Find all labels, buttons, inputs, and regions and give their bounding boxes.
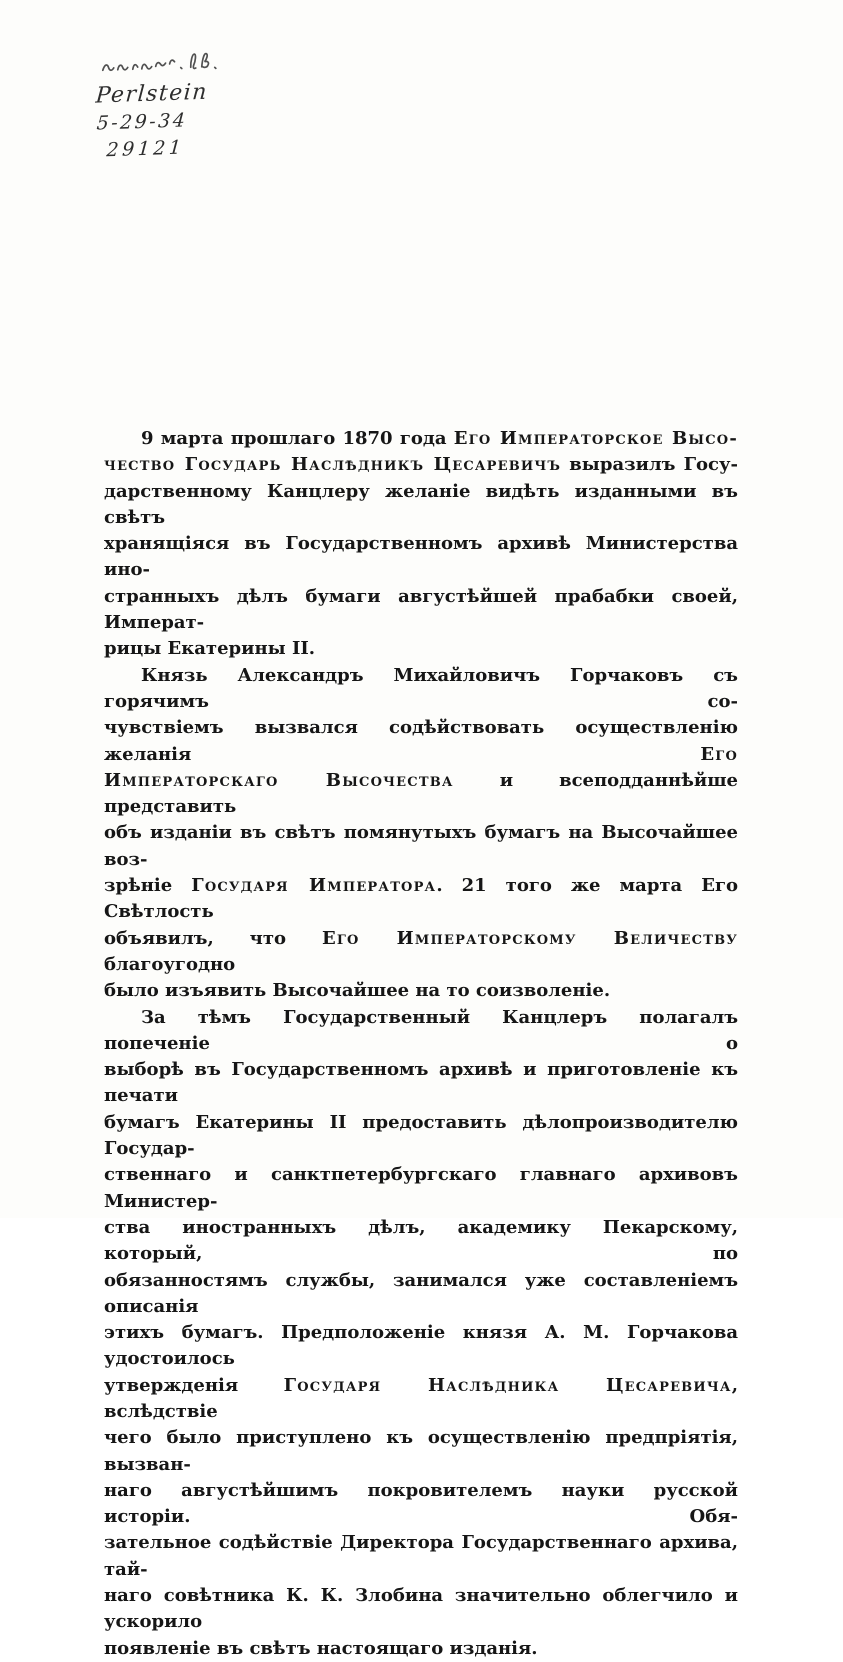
handwritten-annotations bbox=[94, 45, 244, 161]
text-segment: выразилъ Госу- bbox=[561, 454, 739, 476]
text-line bbox=[104, 1530, 738, 1583]
text-line bbox=[104, 768, 738, 821]
text-line bbox=[104, 1478, 738, 1531]
handwritten-number: 29121 bbox=[105, 136, 186, 162]
text-line bbox=[104, 873, 738, 926]
body-text bbox=[104, 426, 738, 1662]
text-line bbox=[104, 1425, 738, 1478]
text-segment: Князь Александръ Михайловичъ Горчаковъ съ горячимъ со- bbox=[104, 664, 738, 712]
text-line bbox=[104, 1268, 738, 1321]
smallcaps-text-segment: Его Императорскому Величеству bbox=[321, 927, 739, 949]
text-segment: . 21 того же марта Его Свѣтлость bbox=[104, 875, 738, 923]
text-segment: и всеподданнѣйше представить bbox=[104, 769, 738, 818]
smallcaps-text-segment: Государя Наслѣдника Цесаревича bbox=[283, 1374, 732, 1396]
handwriting-scrawl-icon bbox=[98, 45, 241, 82]
text-line bbox=[104, 636, 738, 662]
text-segment: зрѣніе bbox=[104, 875, 192, 897]
text-segment: бумагъ Екатерины II предоставить дѣлопроизводителю Государ- bbox=[104, 1111, 738, 1160]
text-line bbox=[104, 663, 738, 716]
text-segment: , вслѣдствіе bbox=[104, 1374, 738, 1422]
text-segment: 9 марта прошлаго 1870 года bbox=[141, 428, 454, 449]
text-segment: объявилъ, что bbox=[104, 927, 322, 949]
text-segment: наго совѣтника К. К. Злобина значительно облегчило и ускорило bbox=[104, 1585, 738, 1633]
text-segment: утвержденія bbox=[104, 1374, 284, 1396]
smallcaps-text-segment: Его Императорское Высо- bbox=[453, 428, 738, 449]
text-line bbox=[104, 926, 738, 979]
smallcaps-text-segment: Его bbox=[700, 743, 738, 765]
text-line bbox=[104, 479, 738, 532]
smallcaps-text-segment: Императорскаго Высочества bbox=[104, 769, 454, 791]
text-segment: ственнаго и санктпетербургскаго главнаго архивовъ Министер- bbox=[104, 1164, 738, 1212]
text-segment: рицы Екатерины II. bbox=[104, 638, 316, 660]
text-line bbox=[104, 1110, 738, 1163]
text-line bbox=[104, 1636, 738, 1662]
smallcaps-text-segment: чество Государь Наслѣдникъ Цесаревичъ bbox=[104, 454, 562, 476]
smallcaps-text-segment: Государя Императора bbox=[191, 875, 437, 897]
text-line bbox=[104, 531, 738, 584]
text-line bbox=[104, 1583, 738, 1636]
text-segment: этихъ бумагъ. Предположеніе князя А. М. Горчакова удостоилось bbox=[104, 1322, 738, 1370]
text-segment: странныхъ дѣлъ бумаги августѣйшей прабабки своей, Императ- bbox=[104, 585, 738, 634]
text-line bbox=[104, 452, 738, 478]
text-line bbox=[104, 1215, 738, 1268]
text-segment: чувствіемъ вызвался содѣйствовать осуществленію желанія bbox=[104, 717, 738, 765]
text-segment: было изъявить Высочайшее на то соизволеніе. bbox=[104, 980, 611, 1002]
text-segment: наго августѣйшимъ покровителемъ науки русской исторіи. Обя- bbox=[104, 1479, 738, 1528]
text-line bbox=[104, 1005, 738, 1058]
text-segment: зательное содѣйствіе Директора Государственнаго архива, тай- bbox=[104, 1532, 738, 1580]
text-line bbox=[104, 584, 738, 637]
text-line bbox=[104, 715, 738, 768]
text-segment: обязанностямъ службы, занимался уже составленіемъ описанія bbox=[104, 1269, 738, 1317]
text-line bbox=[104, 820, 738, 873]
text-line bbox=[104, 978, 738, 1004]
text-segment: объ изданіи въ свѣтъ помянутыхъ бумагъ на Высочайшее воз- bbox=[104, 822, 738, 870]
text-segment: чего было приступлено къ осуществленію предпріятія, вызван- bbox=[104, 1427, 738, 1475]
text-segment: появленіе въ свѣтъ настоящаго изданія. bbox=[104, 1637, 538, 1659]
text-segment: дарственному Канцлеру желаніе видѣть изданными въ свѣтъ bbox=[104, 480, 738, 528]
text-line bbox=[104, 1162, 738, 1215]
handwritten-date: 5-29-34 bbox=[95, 109, 189, 135]
text-line bbox=[104, 426, 738, 452]
text-line bbox=[104, 1373, 738, 1426]
text-segment: благоугодно bbox=[104, 953, 236, 975]
text-segment: хранящіяся въ Государственномъ архивѣ Министерства ино- bbox=[104, 533, 738, 581]
handwritten-name: Perlstein bbox=[94, 79, 209, 109]
text-segment: За тѣмъ Государственный Канцлеръ полагалъ попеченіе о bbox=[104, 1006, 738, 1054]
text-segment: выборѣ въ Государственномъ архивѣ и приготовленіе къ печати bbox=[104, 1059, 738, 1107]
text-line bbox=[104, 1057, 738, 1110]
text-line bbox=[104, 1320, 738, 1373]
text-segment: ства иностранныхъ дѣлъ, академику Пекарскому, который, по bbox=[104, 1216, 738, 1265]
